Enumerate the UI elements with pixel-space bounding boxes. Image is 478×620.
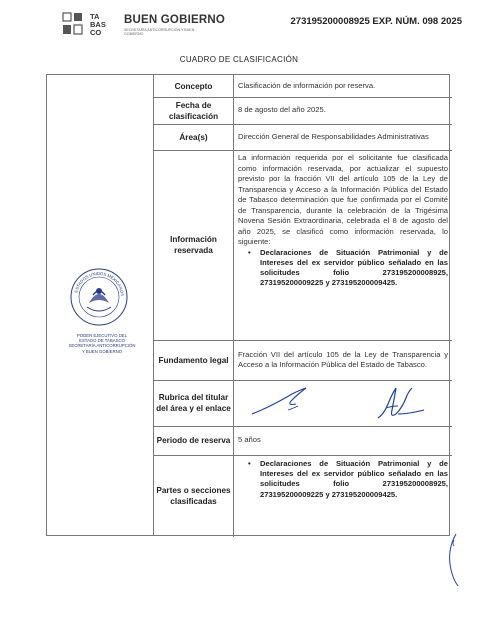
row-concepto <box>154 75 452 98</box>
seal-caption <box>49 333 155 354</box>
letterhead <box>62 12 462 40</box>
logo-line-2: BAS <box>90 20 106 29</box>
official-seal-icon <box>69 267 129 327</box>
brand-name: BUEN GOBIERNO <box>124 14 225 26</box>
document-title: CUADRO DE CLASIFICACIÓN <box>179 55 299 64</box>
value-fundamento: Fracción VII del artículo 105 de la Ley de Transparencia y Acceso a la Información Pública del Estado de Tabasco. <box>238 349 448 369</box>
signature-titular <box>248 384 328 422</box>
seal-ring-text: ESTADOS UNIDOS MEXICANOS <box>73 270 126 297</box>
label-area: Área(s) <box>154 124 234 150</box>
value-fecha: 8 de agosto del año 2025. <box>238 105 326 115</box>
label-periodo: Periodo de reserva <box>154 426 234 455</box>
label-rubrica: Rubrica del titular del área y el enlace <box>154 380 234 426</box>
tabasco-logo <box>90 13 106 37</box>
value-area: Dirección General de Responsabilidades Administrativas <box>238 131 429 141</box>
label-concepto: Concepto <box>154 75 234 97</box>
logo-line-3: CO <box>90 28 102 37</box>
row-area <box>154 124 452 151</box>
value-periodo: 5 años <box>238 435 261 445</box>
brand-subtitle: SECRETARÍA ANTICORRUPCIÓN Y BUEN GOBIERNO <box>124 28 195 36</box>
logo-line-1: TA <box>90 12 100 21</box>
partes-bullet: • Declaraciones de Situación Patrimonial y de Intereses del ex servidor público señalado en las solicitudes folio 273195200008925, 273195200009225 y 273195200009425. <box>238 459 448 500</box>
value-partes <box>238 455 448 537</box>
seal-caption-line: SECRETARÍA ANTICORRUPCIÓN <box>68 343 136 349</box>
margin-initial-mark <box>446 530 460 590</box>
label-partes: Partes o secciones clasificadas <box>154 455 234 537</box>
label-fundamento: Fundamento legal <box>154 340 234 380</box>
tabasco-emblem-icon <box>62 12 84 36</box>
classification-table <box>46 74 450 536</box>
value-concepto: Clasificación de información por reserva. <box>238 80 376 90</box>
value-informacion <box>238 150 448 343</box>
row-partes <box>154 455 452 537</box>
row-periodo <box>154 426 452 456</box>
seal-caption-line: ESTADO DE TABASCO <box>79 338 125 344</box>
row-rubrica <box>154 380 452 427</box>
expediente-number: 273195200008925 EXP. NÚM. 098 2025 <box>290 16 462 27</box>
label-informacion: Información reservada <box>154 150 234 340</box>
row-informacion <box>154 150 452 341</box>
signature-enlace <box>368 384 438 424</box>
seal-caption-line: PODER EJECUTIVO DEL <box>76 333 128 338</box>
label-fecha: Fecha de clasificación <box>154 97 234 124</box>
seal-caption-line: Y BUEN GOBIERNO <box>81 348 123 354</box>
row-fecha <box>154 97 452 125</box>
informacion-paragraph: La información requerida por el solicitante fue clasificada como información reservada, por actualizar el supuesto previsto por la fracción VII del artículo 105 de la Ley de Transparencia y Acceso a la Información Pública del Estado de Tabasco determinación que fue confirmada por el Comité de Transparencia, durante la celebración de la Trigésima Novena Sesión Extraordinaria, celebrada el 8 de agosto del año 2025, se clasificó como información reservada, lo siguiente: <box>238 153 448 246</box>
seal-column <box>47 75 154 535</box>
informacion-bullet: • Declaraciones de Situación Patrimonial y de Intereses del ex servidor público señalado en las solicitudes folio 273195200008925, 273195200009225 y 273195200009425. <box>238 248 448 289</box>
row-fundamento <box>154 340 452 381</box>
